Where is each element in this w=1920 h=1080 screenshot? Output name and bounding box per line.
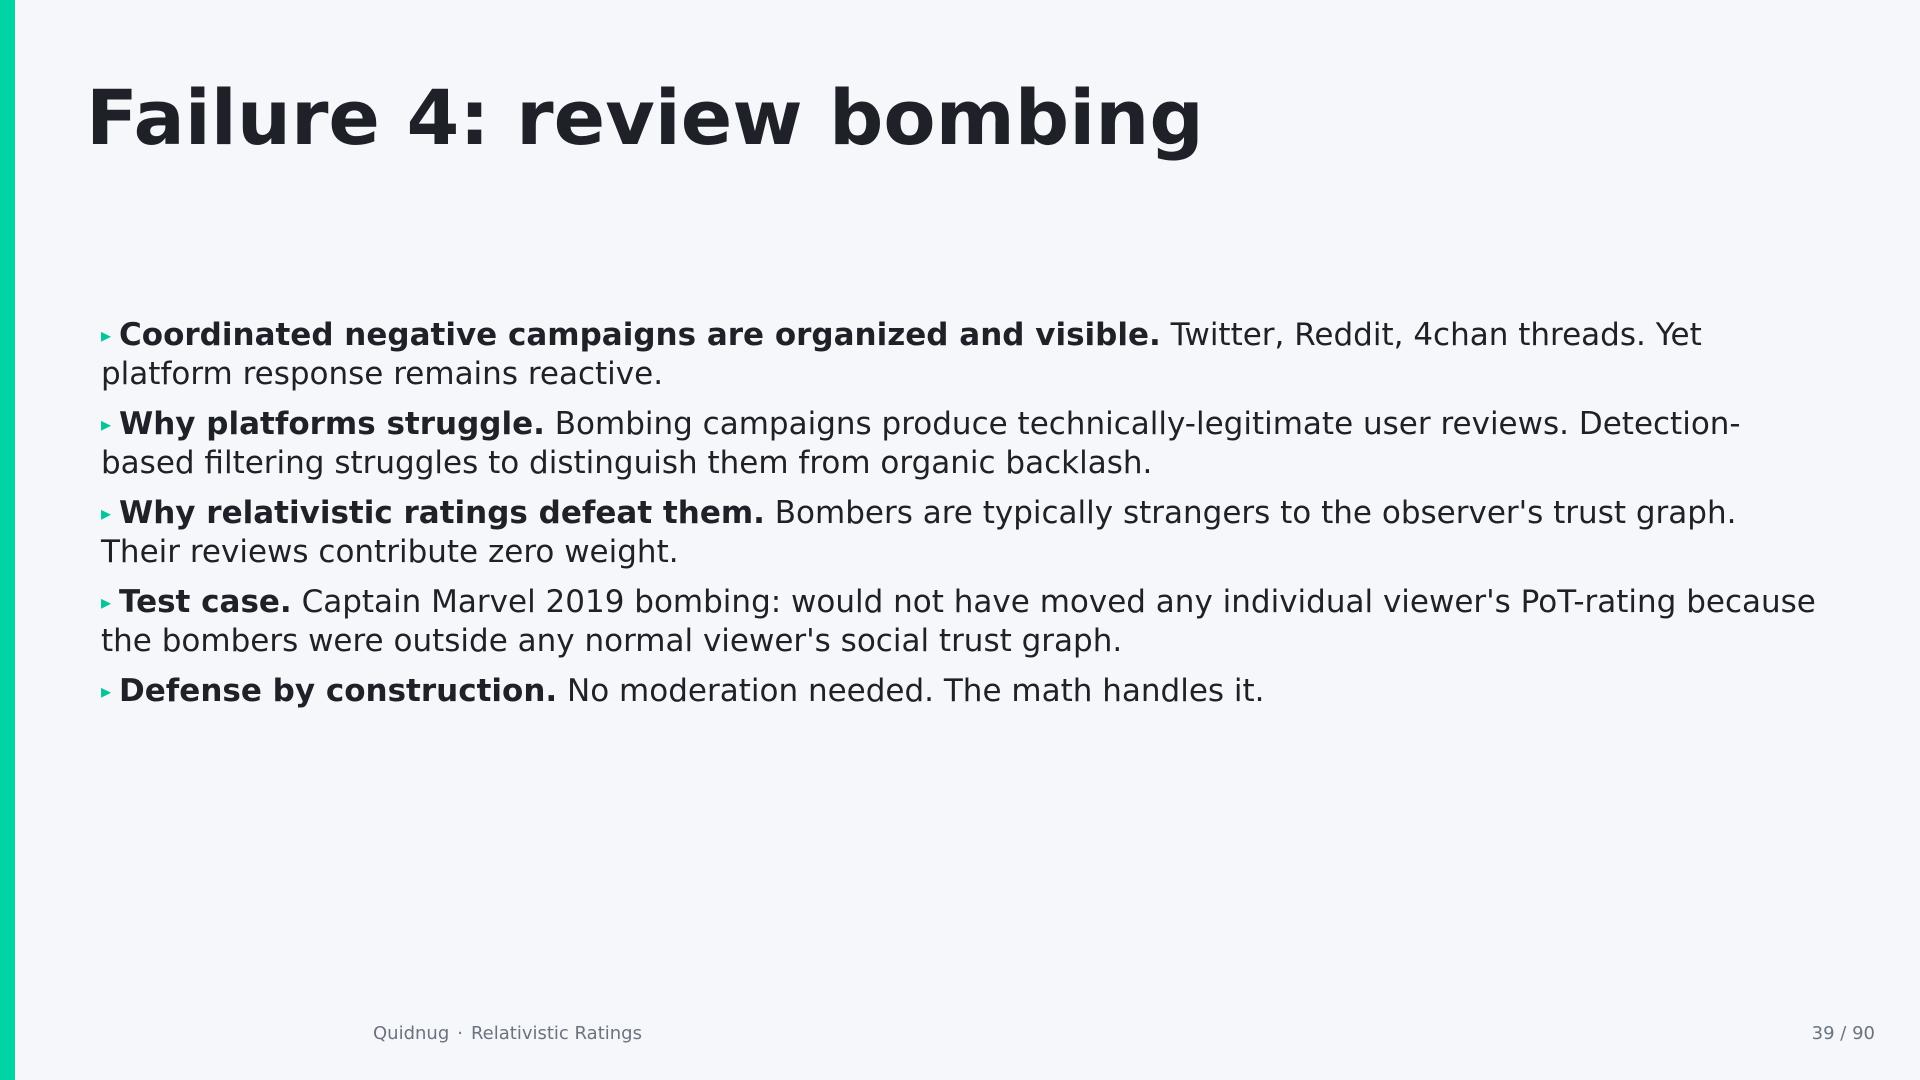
bullet-lead: Why relativistic ratings defeat them.: [119, 495, 765, 531]
slide-title: Failure 4: review bombing: [86, 73, 1204, 162]
bullet-item: [101, 316, 1821, 393]
triangle-bullet-icon: ▸: [101, 679, 112, 703]
accent-bar: [0, 0, 15, 1080]
bullet-text: Twitter, Reddit, 4chan threads. Yet platform response remains reactive.: [101, 317, 1702, 392]
bullet-item: [101, 494, 1821, 571]
bullet-list: [101, 316, 1821, 723]
bullet-text: No moderation needed. The math handles it.: [567, 673, 1265, 709]
bullet-text: Bombing campaigns produce technically-legitimate user reviews. Detection-based filtering struggles to distinguish them from organic backlash.: [101, 406, 1741, 481]
bullet-text: Captain Marvel 2019 bombing: would not have moved any individual viewer's PoT-rating because the bombers were outside any normal viewer's social trust graph.: [101, 584, 1816, 659]
bullet-item: [101, 405, 1821, 482]
triangle-bullet-icon: ▸: [101, 412, 112, 436]
bullet-lead: Defense by construction.: [119, 673, 558, 709]
triangle-bullet-icon: ▸: [101, 590, 112, 614]
bullet-lead: Test case.: [119, 584, 292, 620]
footer-separator: ·: [457, 1023, 463, 1044]
bullet-item: [101, 672, 1821, 711]
triangle-bullet-icon: ▸: [101, 323, 112, 347]
triangle-bullet-icon: ▸: [101, 501, 112, 525]
bullet-text: Bombers are typically strangers to the observer's trust graph. Their reviews contribute zero weight.: [101, 495, 1737, 570]
page-number: 39 / 90: [1811, 1023, 1875, 1044]
footer-deck-label: [373, 1023, 642, 1045]
footer-deck-title: Relativistic Ratings: [470, 1023, 642, 1044]
bullet-item: [101, 583, 1821, 660]
footer-brand: Quidnug: [373, 1023, 450, 1044]
bullet-lead: Why platforms struggle.: [119, 406, 545, 442]
bullet-lead: Coordinated negative campaigns are organized and visible.: [119, 317, 1161, 353]
